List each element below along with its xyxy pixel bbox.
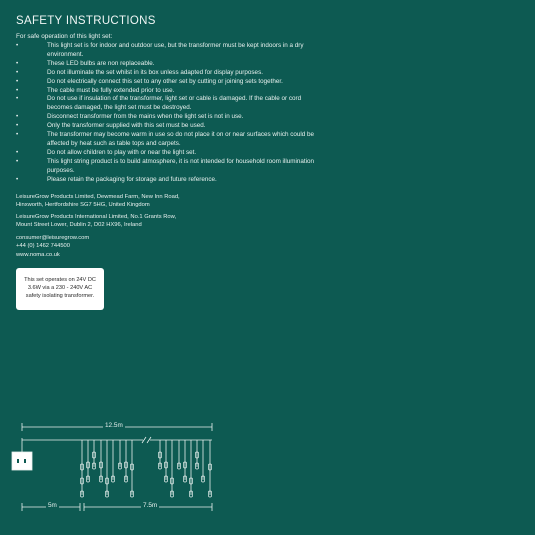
instruction-item: • Do not electrically connect this set to any other set by cutting or joining sets together.: [16, 78, 316, 87]
instruction-item: • The transformer may become warm in use so do not place it on or near surfaces which could be affected by heat such as table tops and carpets.: [16, 131, 316, 149]
contact-block: [16, 234, 89, 259]
address-uk-line2: Hinxworth, Hertfordshire SG7 5HG, United Kingdom: [16, 202, 150, 209]
page-title: SAFETY INSTRUCTIONS: [16, 15, 156, 27]
instruction-item: • Disconnect transformer from the mains when the light set is not in use.: [16, 113, 316, 122]
lead-length-label: 5m: [48, 502, 57, 509]
instruction-item: • Do not use if insulation of the transformer, light set or cable is damaged. If the cable or cord becomes damaged, the light set must be destroyed.: [16, 95, 316, 113]
light-set-diagram: [0, 400, 535, 535]
address-ie-line1: LeisureGrow Products International Limited, No.1 Grants Row,: [16, 214, 177, 220]
instruction-item: • This light set is for indoor and outdoor use, but the transformer must be kept indoors in a dry environment.: [16, 42, 316, 60]
instruction-item: • The cable must be fully extended prior to use.: [16, 87, 316, 96]
address-uk: [16, 193, 180, 210]
lit-length-label: 7.5m: [143, 502, 158, 509]
address-ie-line2: Mount Street Lower, Dublin 2, D02 HX96, Ireland: [16, 222, 142, 229]
instruction-list: [16, 42, 316, 185]
power-notice-box: [16, 268, 104, 310]
instruction-item: • Do not illuminate the set whilst in its box unless adapted for display purposes.: [16, 69, 316, 78]
contact-email: consumer@leisuregrow.com: [16, 235, 90, 241]
instruction-item: • This light string product is to build atmosphere, it is not intended for household room illumination purposes.: [16, 158, 316, 176]
total-length-label: 12.5m: [105, 422, 123, 429]
contact-phone: +44 (0) 1462 744500: [16, 243, 70, 250]
instruction-item: • These LED bulbs are non replaceable.: [16, 60, 316, 69]
led-bulbs: [81, 452, 212, 497]
address-uk-line1: LeisureGrow Products Limited, Dewmead Farm, New Inn Road,: [16, 194, 180, 200]
instruction-item: • Only the transformer supplied with this set must be used.: [16, 122, 316, 131]
address-ie: [16, 213, 176, 230]
transformer-icon: [12, 452, 32, 470]
contact-web: www.noma.co.uk: [16, 251, 60, 258]
instruction-item: • Do not allow children to play with or near the light set.: [16, 149, 316, 158]
intro-text: For safe operation of this light set:: [16, 33, 113, 40]
icicle-drops: [82, 440, 210, 495]
power-notice-text: This set operates on 24V DC 3.6W via a 230 - 240V AC safety isolating transformer.: [24, 277, 96, 299]
instruction-item: • Please retain the packaging for storage and future reference.: [16, 176, 316, 185]
